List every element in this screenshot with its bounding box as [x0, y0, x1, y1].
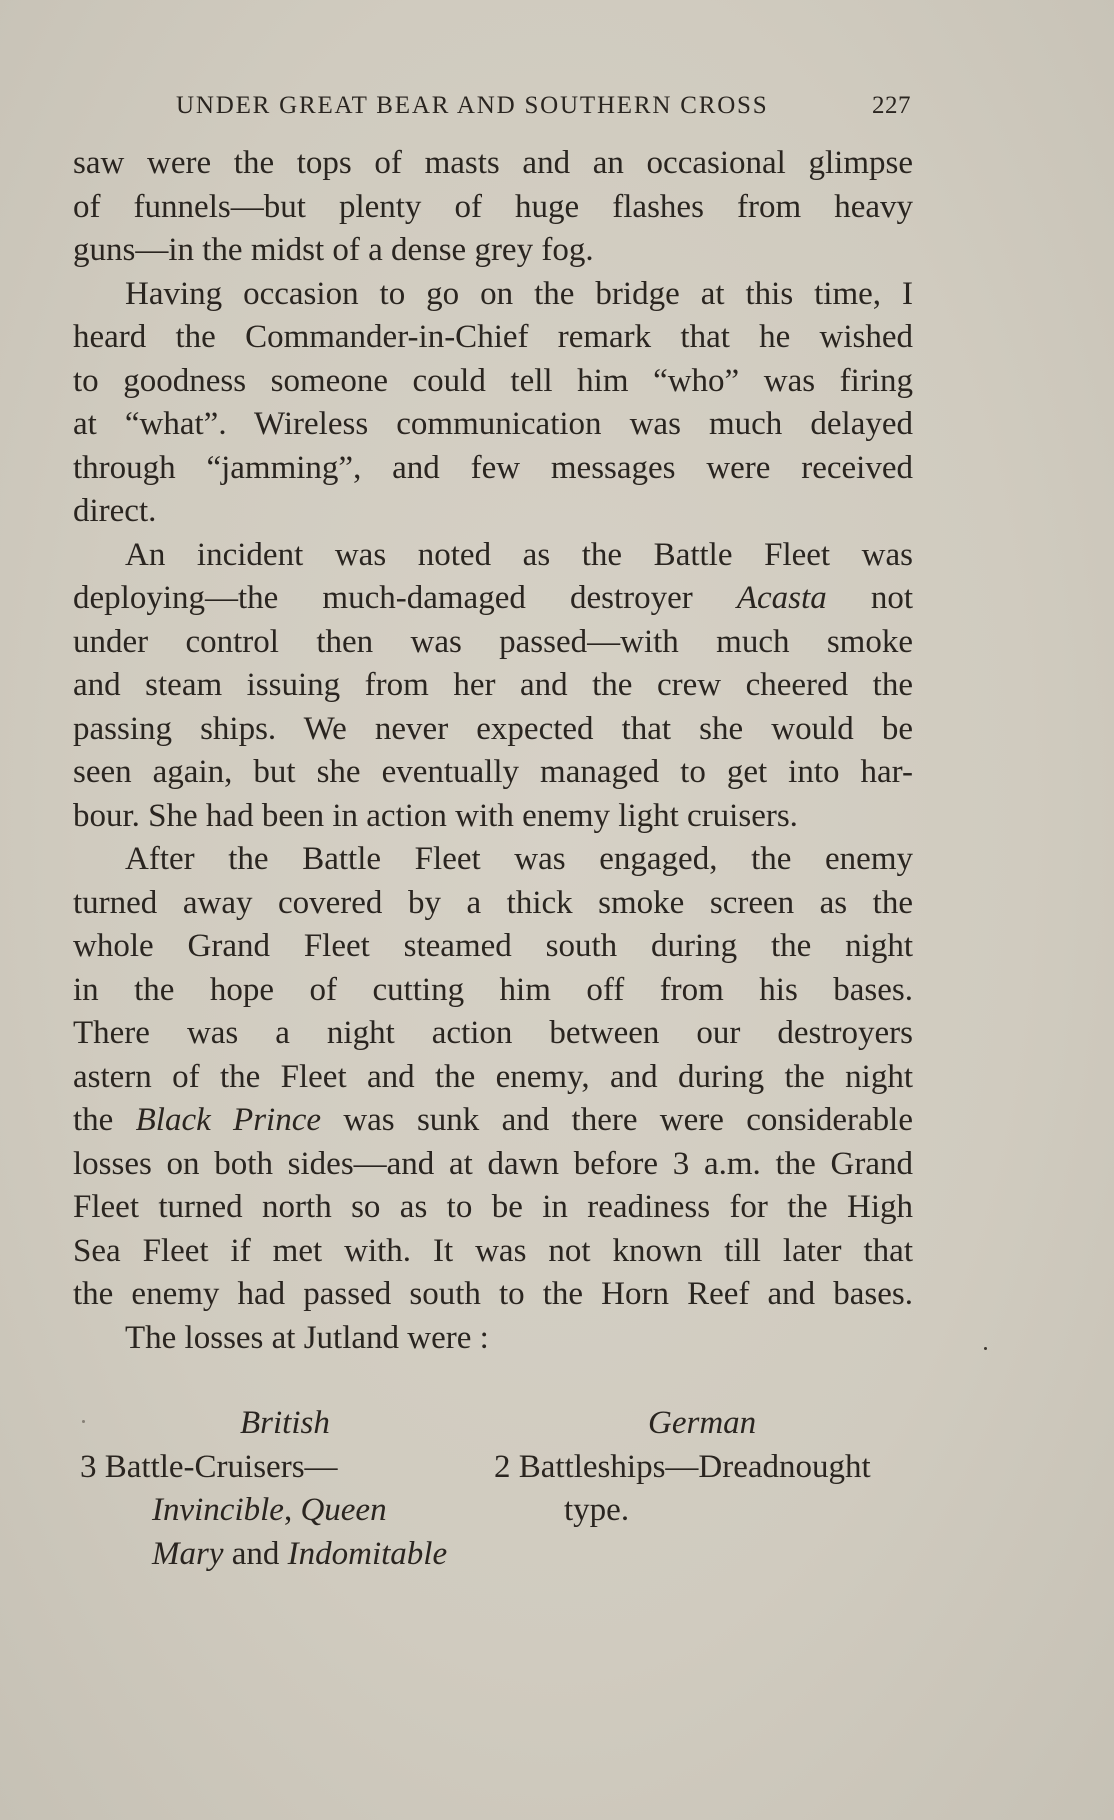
paper-speck [984, 1347, 987, 1350]
text-run: was sunk and there were considerable [321, 1102, 913, 1138]
text-line: and steam issuing from her and the crew cheered the [73, 667, 913, 703]
text-run: not [826, 580, 913, 616]
german-heading: German [648, 1405, 757, 1441]
text-line: passing ships. We never expected that she would be [73, 710, 913, 747]
text-line: to goodness someone could tell him “who” was firing [73, 362, 913, 399]
page-number: 227 [872, 92, 911, 119]
text-line: of funnels—but plenty of huge flashes from heavy [73, 188, 913, 225]
paper-speck [82, 1420, 85, 1423]
british-entry: 3 Battle-Cruisers— [80, 1448, 338, 1485]
text-line: under control then was passed—with much smoke [73, 623, 913, 660]
text-line: There was a night action between our destroyers [73, 1015, 913, 1051]
ship-name-invincible: Invincible [152, 1492, 284, 1528]
british-losses [80, 1402, 480, 1576]
text-line: The losses at Jutland were : [125, 1319, 489, 1356]
text-line: at “what”. Wireless communication was much delayed [73, 406, 913, 442]
text-line [73, 577, 913, 621]
british-ships-line [80, 1533, 480, 1577]
text-line: bour. She had been in action with enemy light cruisers. [73, 797, 798, 834]
paragraph-5 [73, 1317, 913, 1361]
ship-name-indomitable: Indomitable [287, 1535, 448, 1572]
text-line: direct. [73, 493, 157, 529]
ship-name-black-prince: Black Prince [135, 1102, 322, 1138]
text-line: Sea Fleet if met with. It was not known till later that [73, 1232, 913, 1269]
text-run: the [73, 1102, 136, 1138]
ship-name-queen-mary-part-2: Mary [152, 1535, 224, 1572]
paragraph-3 [73, 534, 913, 839]
paragraph-1 [73, 142, 913, 273]
running-head [176, 92, 911, 124]
text-run: and [223, 1535, 288, 1572]
text-line [73, 1099, 913, 1143]
text-run: deploying—the much-damaged destroyer [73, 580, 737, 616]
text-line: whole Grand Fleet steamed south during the night [73, 928, 913, 964]
text-line: seen again, but she eventually managed to get into har- [73, 754, 913, 790]
paragraph-4 [73, 838, 913, 1317]
british-heading: British [240, 1405, 330, 1441]
text-line: astern of the Fleet and the enemy, and during the night [73, 1058, 913, 1095]
ship-name-queen-mary-part-1: Queen [300, 1492, 387, 1528]
body-text [73, 142, 913, 1360]
text-line: saw were the tops of masts and an occasional glimpse [73, 145, 913, 181]
text-line: guns—in the midst of a dense grey fog. [73, 232, 594, 268]
german-entry-continuation: type. [564, 1492, 630, 1528]
text-line: Having occasion to go on the bridge at this time, I [125, 275, 913, 312]
text-line: in the hope of cutting him off from his bases. [73, 971, 913, 1008]
ship-name-acasta: Acasta [736, 580, 827, 616]
british-ships-line [80, 1489, 480, 1533]
text-line: turned away covered by a thick smoke screen as the [73, 884, 913, 921]
text-line: heard the Commander-in-Chief remark that he wished [73, 319, 913, 355]
text-line: through “jamming”, and few messages were received [73, 449, 913, 486]
text-line: losses on both sides—and at dawn before 3 a.m. the Grand [73, 1145, 913, 1182]
german-losses [494, 1402, 924, 1533]
text-line: An incident was noted as the Battle Fleet was [125, 536, 913, 573]
text-line: After the Battle Fleet was engaged, the enemy [125, 841, 913, 877]
german-entry: 2 Battleships—Dreadnought [494, 1448, 871, 1485]
text-line: Fleet turned north so as to be in readiness for the High [73, 1189, 913, 1225]
text-line: the enemy had passed south to the Horn Reef and bases. [73, 1276, 913, 1312]
running-title: UNDER GREAT BEAR AND SOUTHERN CROSS [176, 92, 769, 119]
text-run: , [283, 1492, 301, 1528]
paragraph-2 [73, 273, 913, 534]
